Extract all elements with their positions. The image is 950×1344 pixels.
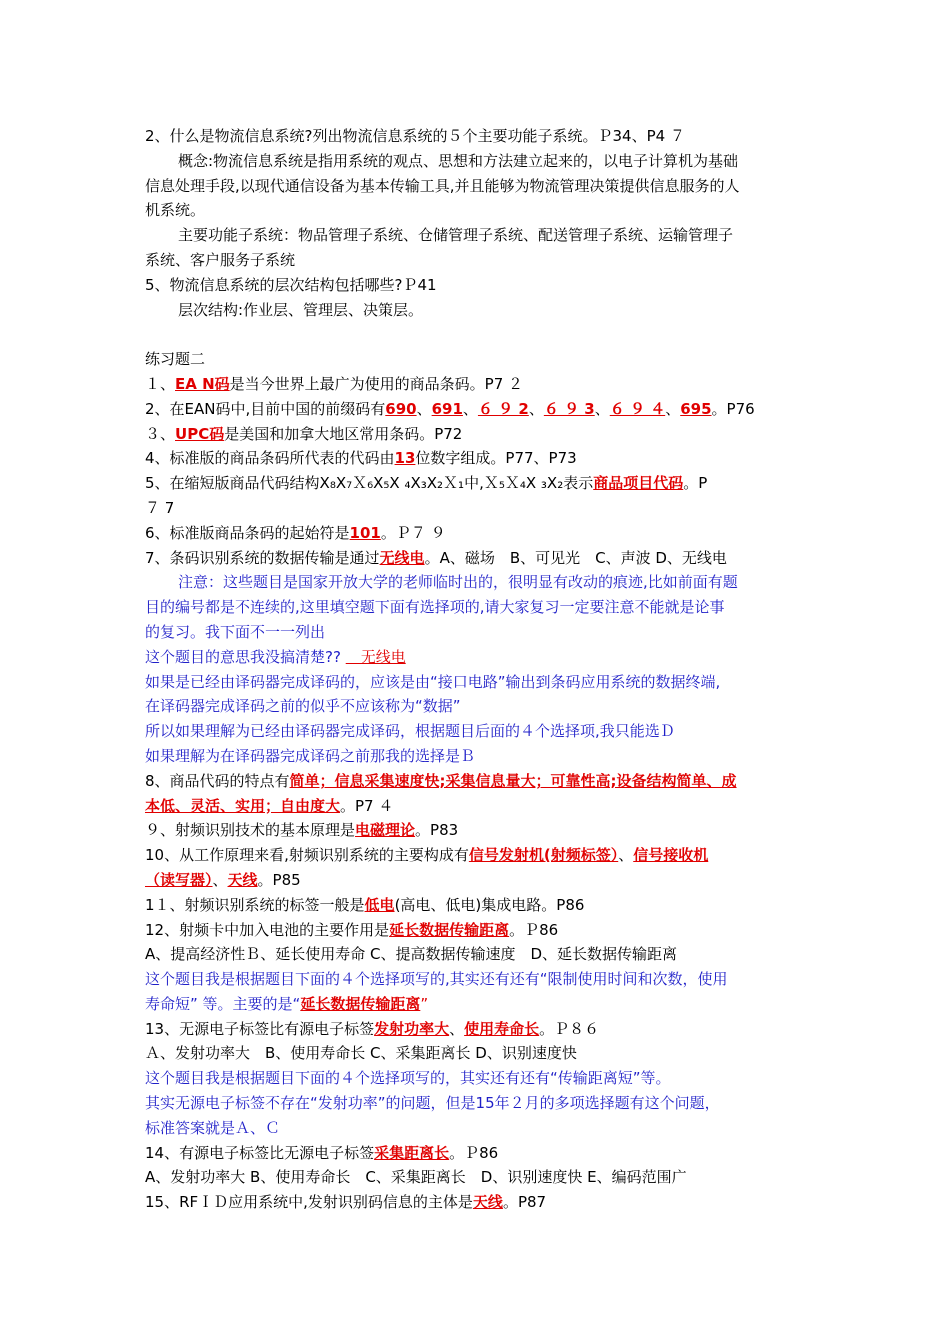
q2-subsystems-cont: 系统、客户服务子系统: [145, 250, 296, 269]
answer-extend-distance-note: 延长数据传输距离: [300, 994, 421, 1013]
ex-q4: 4、标准版的商品条码所代表的代码由13位数字组成。P77、P73: [145, 449, 577, 468]
note-line-7: 所以如果理解为已经由译码器完成译码，根据题目后面的４个选择项,我只能选Ｄ: [145, 722, 675, 741]
answer-long-life: 使用寿命长: [464, 1019, 540, 1038]
answer-radio-note: 无线电: [345, 647, 406, 666]
ex-q5: 5、在缩短版商品代码结构X₈X₇Ｘ₆X₅X ₄X₃X₂Ｘ₁中,Ｘ₅Ｘ₄X ₃X₂表示商品项目代码。P: [145, 474, 708, 493]
note-line-6: 在译码器完成译码之前的似乎不应该称为“数据”: [145, 697, 461, 716]
answer-693: ６ ９ 3: [543, 399, 595, 418]
ex-q14-options: A、发射功率大 B、使用寿命长 C、采集距离长 D、识别速度快 E、编码范围广: [145, 1168, 687, 1187]
ex-q7: 7、条码识别系统的数据传输是通过无线电。A、磁场 B、可见光 C、声波 D、无线电: [145, 548, 727, 567]
answer-ean: EA N码: [175, 374, 230, 393]
ex-q3: ３、UPC码是美国和加拿大地区常用条码。P72: [145, 424, 463, 443]
ex-q10-cont: （读写器）、天线。P85: [145, 870, 301, 889]
note-line-1: 注意：这些题目是国家开放大学的老师临时出的，很明显有改动的痕迹,比如前面有题: [178, 573, 738, 592]
section-heading: 练习题二: [145, 350, 206, 369]
ex-q13-note-1: 这个题目我是根据题目下面的４个选择项写的，其实还有还有“传输距离短”等。: [145, 1069, 671, 1088]
answer-101: 101: [349, 523, 381, 542]
ex-q8: 8、商品代码的特点有简单；信息采集速度快;采集信息量大；可靠性高;设备结构简单、成: [145, 771, 737, 790]
ex-q12: 12、射频卡中加入电池的主要作用是延长数据传输距离。Ｐ86: [145, 920, 559, 939]
ex-q13: 13、无源电子标签比有源电子标签发射功率大、使用寿命长。Ｐ８６: [145, 1019, 600, 1038]
answer-features: 简单；信息采集速度快;采集信息量大；可靠性高;设备结构简单、成: [289, 771, 737, 790]
answer-690: 690: [385, 399, 417, 418]
answer-upc: UPC码: [175, 424, 225, 443]
ex-q12-note: 这个题目我是根据题目下面的４个选择项写的,其实还有还有“限制使用时间和次数，使用: [145, 970, 728, 989]
note-line-2: 目的编号都是不连续的,这里填空题下面有选择项的,请大家复习一定要注意不能就是论事: [145, 598, 725, 617]
ex-q12-note-cont: 寿命短” 等。主要的是“延长数据传输距离”: [145, 994, 429, 1013]
q2-concept-end: 机系统。: [145, 201, 206, 220]
answer-item-code: 商品项目代码: [593, 474, 684, 493]
answer-radio: 无线电: [379, 548, 425, 567]
note-line-8: 如果理解为在译码器完成译码之前那我的选择是Ｂ: [145, 746, 476, 765]
note-line-3: 的复习。我下面不一一列出: [145, 622, 326, 641]
q5-title: 5、物流信息系统的层次结构包括哪些?Ｐ41: [145, 275, 437, 294]
ex-q12-options: A、提高经济性Ｂ、延长使用寿命 C、提高数据传输速度 D、延长数据传输距离: [145, 945, 678, 964]
answer-antenna: 天线: [227, 870, 258, 889]
q5-answer: 层次结构:作业层、管理层、决策层。: [178, 300, 424, 319]
answer-features-cont: 本低、灵活、实用；自由度大: [145, 796, 341, 815]
answer-high-power: 发射功率大: [374, 1019, 450, 1038]
note-line-5: 如果是已经由译码器完成译码的，应该是由“接口电路”输出到条码应用系统的数据终端,: [145, 672, 721, 691]
ex-q8-cont: 本低、灵活、实用；自由度大。P7 ４: [145, 796, 394, 815]
q2-concept-cont: 信息处理手段,以现代通信设备为基本传输工具,并且能够为物流管理决策提供信息服务的人: [145, 176, 740, 195]
ex-q9: ９、射频识别技术的基本原理是电磁理论。P83: [145, 821, 459, 840]
ex-q6: 6、标准版商品条码的起始符是101。Ｐ７ ９: [145, 523, 446, 542]
ex-q2: 2、在EAN码中,目前中国的前缀码有690、691、６ ９ 2、６ ９ 3、６ ９ ４、695。P76: [145, 399, 755, 418]
answer-receiver: 信号接收机: [633, 846, 709, 865]
ex-q13-note-2: 其实无源电子标签不存在“发射功率”的问题，但是15年２月的多项选择题有这个问题，: [145, 1094, 720, 1113]
note-line-4: 这个题目的意思我没搞清楚?? 无线电: [145, 647, 406, 666]
ex-q1: １、EA N码是当今世界上最广为使用的商品条码。P7 ２: [145, 374, 524, 393]
answer-transmitter: 信号发射机(射频标签）: [468, 846, 619, 865]
ex-q5-cont: ７ 7: [145, 498, 175, 517]
ex-q13-note-3: 标准答案就是Ａ、Ｃ: [145, 1118, 281, 1137]
answer-694: ６ ９ ４: [609, 399, 666, 418]
ex-q10: 10、从工作原理来看,射频识别系统的主要构成有信号发射机(射频标签）、信号接收机: [145, 846, 709, 865]
answer-695: 695: [680, 399, 712, 418]
answer-reader: （读写器）: [145, 870, 213, 889]
answer-extend-distance: 延长数据传输距离: [389, 920, 510, 939]
q2-concept: 概念:物流信息系统是指用系统的观点、思想和方法建立起来的，以电子计算机为基础: [178, 151, 739, 170]
answer-antenna-2: 天线: [472, 1193, 503, 1212]
answer-691: 691: [431, 399, 463, 418]
ex-q15: 15、RFＩＤ应用系统中,发射识别码信息的主体是天线。P87: [145, 1193, 547, 1212]
ex-q13-options: Ａ、发射功率大 B、使用寿命长 C、采集距离长 D、识别速度快: [145, 1044, 577, 1063]
ex-q14: 14、有源电子标签比无源电子标签采集距离长。Ｐ86: [145, 1143, 499, 1162]
blank-line: [145, 322, 810, 347]
document-page: [145, 124, 810, 1215]
q2-subsystems: 主要功能子系统：物品管理子系统、仓储管理子系统、配送管理子系统、运输管理子: [178, 226, 734, 245]
answer-692: ６ ９ 2: [477, 399, 529, 418]
answer-em-theory: 电磁理论: [355, 821, 416, 840]
ex-q11: 1１、射频识别系统的标签一般是低电(高电、低电)集成电路。P86: [145, 895, 585, 914]
answer-low-power: 低电: [364, 895, 395, 914]
answer-13: 13: [394, 449, 416, 468]
answer-long-range: 采集距离长: [374, 1143, 450, 1162]
q2-title: 2、什么是物流信息系统?列出物流信息系统的５个主要功能子系统。Ｐ34、P4 ７: [145, 127, 685, 145]
